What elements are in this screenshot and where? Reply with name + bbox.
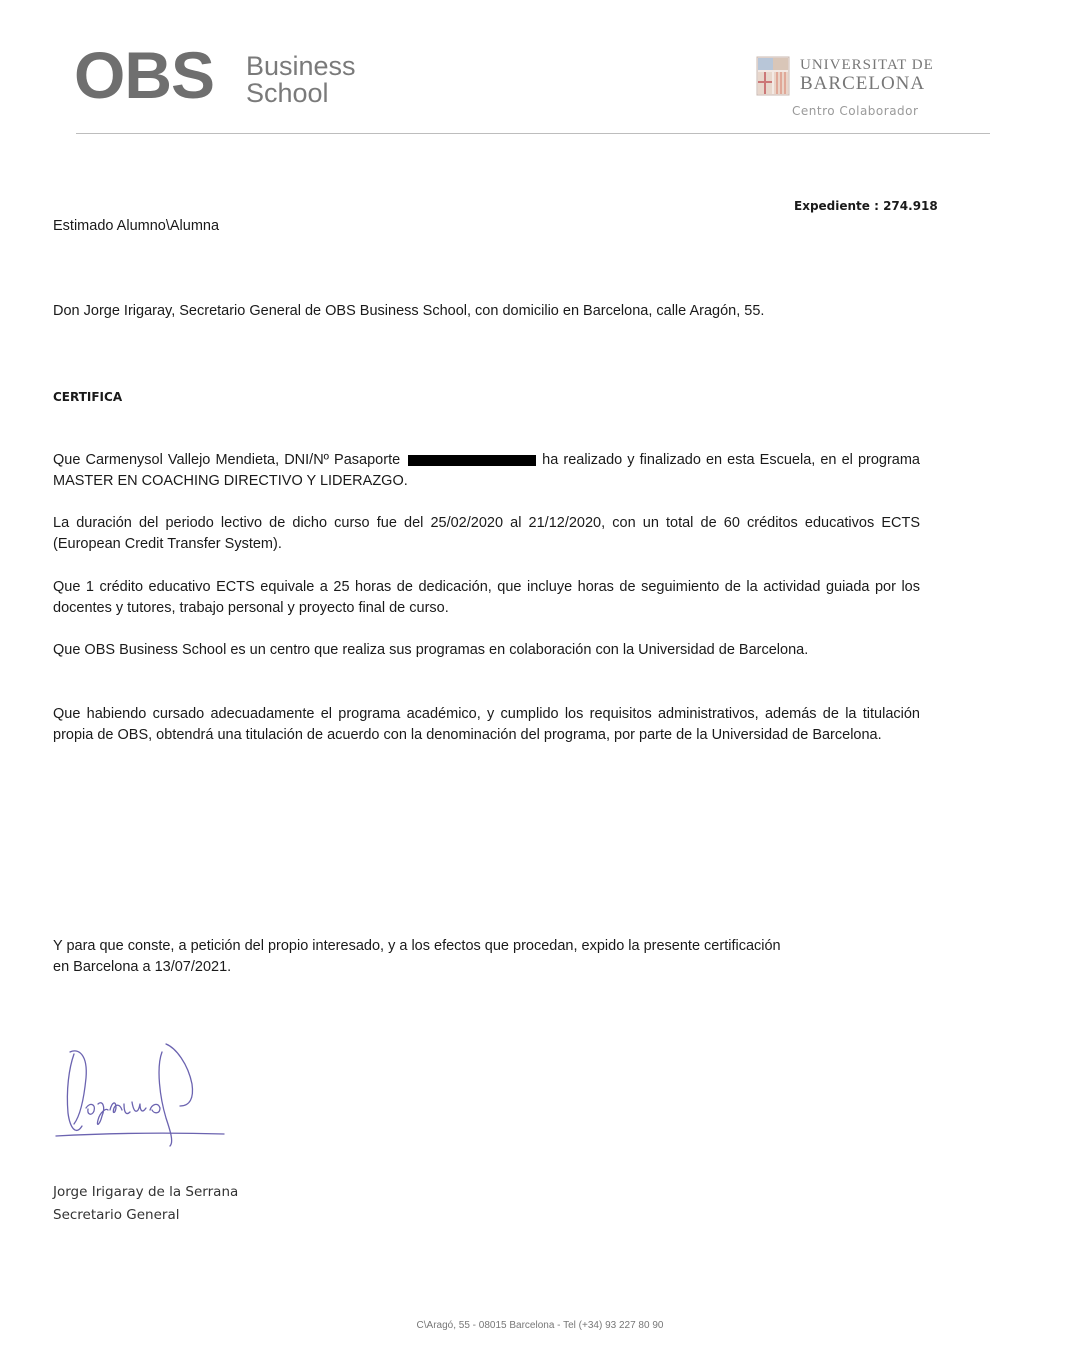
redaction-bar xyxy=(408,455,536,466)
handwritten-signature xyxy=(52,1038,232,1148)
closing-line-2: en Barcelona a 13/07/2021. xyxy=(53,959,232,975)
paragraph-3: Que 1 crédito educativo ECTS equivale a 25 horas de dedicación, que incluye horas de seguimiento de la actividad guiada por los docentes y tutores, trabajo personal y proyecto final de curso. xyxy=(53,579,920,616)
ub-shield-icon xyxy=(756,56,790,96)
obs-logo-text: Business School xyxy=(246,51,356,108)
signer-name: Jorge Irigaray de la Serrana xyxy=(53,1184,239,1200)
obs-logo-mark: OBS xyxy=(74,38,215,112)
paragraph-5: Que habiendo cursado adecuadamente el programa académico, y cumplido los requisitos administrativos, además de la titulación propia de OBS, obtendrá una titulación de acuerdo con la denominación del programa, por parte de la Universidad de Barcelona. xyxy=(53,706,920,743)
salutation: Estimado Alumno\Alumna xyxy=(53,218,220,234)
ub-line-2: BARCELONA xyxy=(800,73,926,94)
ub-line-1: UNIVERSITAT DE xyxy=(800,57,934,73)
ub-subtitle: Centro Colaborador xyxy=(792,104,919,118)
paragraph-2: La duración del periodo lectivo de dicho curso fue del 25/02/2020 al 21/12/2020, con un total de 60 créditos educativos ECTS (European Credit Transfer System). xyxy=(53,515,920,552)
header-divider xyxy=(76,133,990,134)
certifica-heading: CERTIFICA xyxy=(53,390,123,404)
expediente-number: Expediente : 274.918 xyxy=(794,199,938,213)
paragraph-4: Que OBS Business School es un centro que realiza sus programas en colaboración con la Universidad de Barcelona. xyxy=(53,642,809,658)
closing-line-1: Y para que conste, a petición del propio interesado, y a los efectos que procedan, expido la presente certificación xyxy=(53,938,781,954)
paragraph-1: Que Carmenysol Vallejo Mendieta, DNI/Nº Pasaporte ha realizado y finalizado en esta Escuela, en el programa MASTER EN COACHING DIRECTIVO Y LIDERAZGO. xyxy=(53,452,920,489)
signer-title: Secretario General xyxy=(53,1207,180,1223)
footer-address: C\Aragó, 55 - 08015 Barcelona - Tel (+34) 93 227 80 90 xyxy=(416,1320,664,1331)
universitat-barcelona-logo xyxy=(756,54,966,124)
intro-line: Don Jorge Irigaray, Secretario General de OBS Business School, con domicilio en Barcelona, calle Aragón, 55. xyxy=(53,303,765,319)
